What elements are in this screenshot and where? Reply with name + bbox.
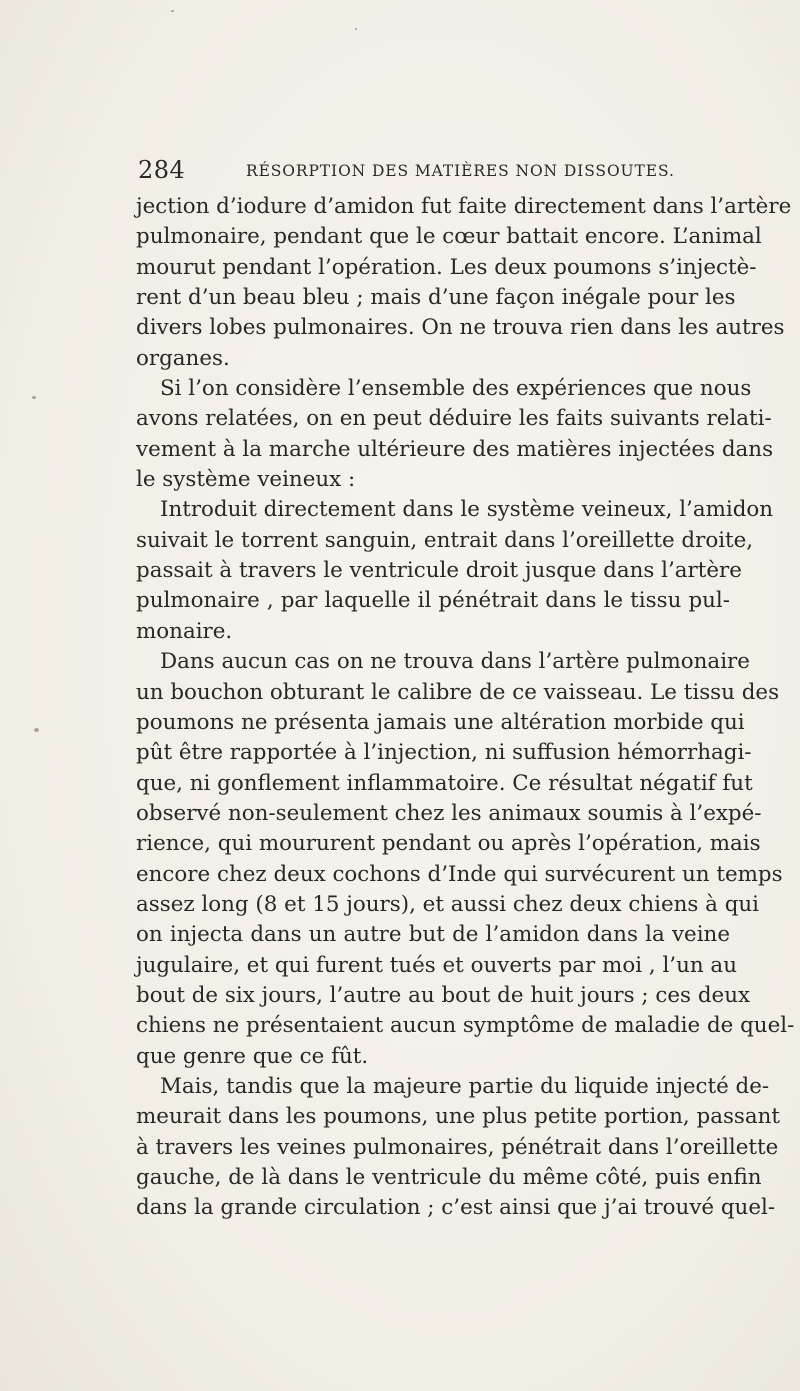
text-line: mourut pendant l’opération. Les deux poumons s’injectè-	[136, 254, 757, 280]
text-line: organes.	[136, 345, 230, 371]
text-line: assez long (8 et 15 jours), et aussi chez deux chiens à qui	[136, 891, 760, 917]
running-head: RÉSORPTION DES MATIÈRES NON DISSOUTES.	[246, 162, 675, 180]
text-line: monaire.	[136, 618, 233, 644]
text-line: observé non-seulement chez les animaux soumis à l’expé-	[136, 800, 762, 826]
page-number: 284	[138, 156, 186, 184]
text-line: le système veineux :	[136, 467, 356, 493]
text-line: rent d’un beau bleu ; mais d’une façon inégale pour les	[136, 285, 736, 311]
text-line: chiens ne présentaient aucun symptôme de maladie de quel-	[136, 1013, 795, 1039]
text-line: pût être rapportée à l’injection, ni suffusion hémorrhagi-	[136, 740, 752, 766]
text-line: Introduit directement dans le système veineux, l’amidon	[160, 497, 774, 523]
text-line: rience, qui moururent pendant ou après l’opération, mais	[136, 831, 761, 857]
text-line: encore chez deux cochons d’Inde qui survécurent un temps	[136, 861, 783, 887]
text-line: meurait dans les poumons, une plus petite portion, passant	[136, 1104, 781, 1130]
paper-speck	[32, 396, 36, 399]
text-line: jugulaire, et qui furent tués et ouverts par moi , l’un au	[136, 952, 737, 978]
text-line: avons relatées, on en peut déduire les faits suivants relati-	[136, 406, 772, 432]
text-line: que, ni gonflement inflammatoire. Ce résultat négatif fut	[136, 770, 753, 796]
text-line: jection d’iodure d’amidon fut faite directement dans l’artère	[136, 194, 792, 219]
page-header	[138, 156, 730, 186]
text-line: Mais, tandis que la majeure partie du liquide injecté de-	[160, 1073, 770, 1099]
paper-speck	[355, 28, 357, 30]
text-line: pulmonaire , par laquelle il pénétrait dans le tissu pul-	[136, 588, 730, 614]
text-line: un bouchon obturant le calibre de ce vaisseau. Le tissu des	[136, 679, 780, 705]
text-line: passait à travers le ventricule droit jusque dans l’artère	[136, 558, 742, 584]
text-line: suivait le torrent sanguin, entrait dans l’oreillette droite,	[136, 527, 754, 553]
paper-speck	[34, 728, 39, 732]
body-text	[136, 192, 795, 1224]
text-line: on injecta dans un autre but de l’amidon dans la veine	[136, 922, 730, 948]
text-line: Si l’on considère l’ensemble des expériences que nous	[160, 376, 752, 402]
text-line: divers lobes pulmonaires. On ne trouva rien dans les autres	[136, 315, 785, 341]
text-line: poumons ne présenta jamais une altération morbide qui	[136, 709, 745, 735]
text-line: vement à la marche ultérieure des matières injectées dans	[136, 436, 774, 462]
text-line: Dans aucun cas on ne trouva dans l’artère pulmonaire	[160, 649, 750, 675]
paper-speck	[171, 10, 174, 12]
text-line: à travers les veines pulmonaires, pénétrait dans l’oreillette	[136, 1134, 779, 1160]
text-line: pulmonaire, pendant que le cœur battait encore. L’animal	[136, 224, 762, 250]
text-line: que genre que ce fût.	[136, 1043, 369, 1069]
text-line: gauche, de là dans le ventricule du même côté, puis enfin	[136, 1165, 762, 1190]
text-line: bout de six jours, l’autre au bout de huit jours ; ces deux	[136, 982, 751, 1008]
text-line: dans la grande circulation ; c’est ainsi que j’ai trouvé quel-	[136, 1195, 776, 1221]
